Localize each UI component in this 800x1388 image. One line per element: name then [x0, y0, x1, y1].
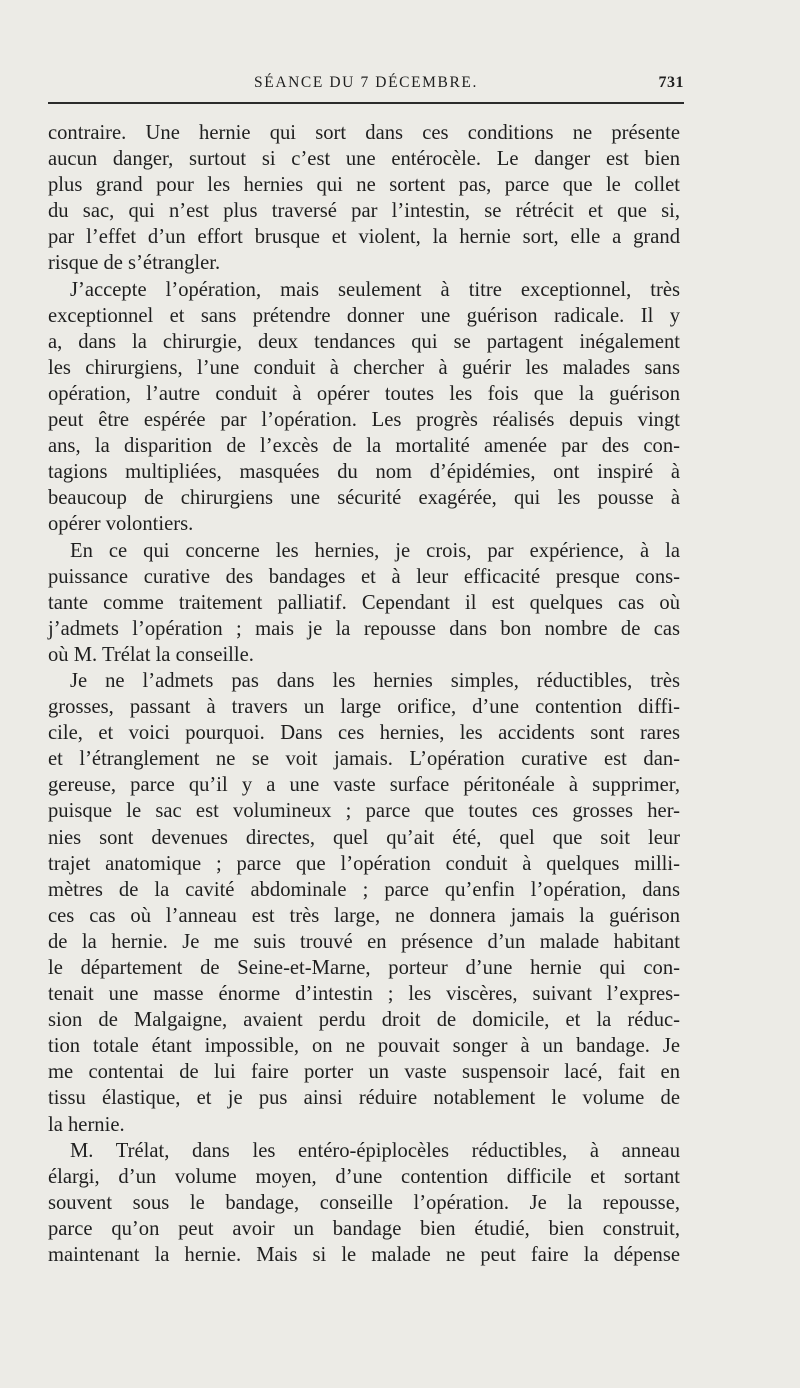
text-line: risque de s’étrangler.: [48, 252, 221, 275]
text-line: parce qu’on peut avoir un bandage bien étudié, bien construit,: [48, 1217, 680, 1240]
body-text: [48, 120, 680, 1268]
text-line: gereuse, parce qu’il y a une vaste surface péritonéale à supprimer,: [48, 774, 680, 797]
text-line: a, dans la chirurgie, deux tendances qui se partagent inégalement: [48, 330, 680, 353]
text-line: tagions multipliées, masquées du nom d’épidémies, ont inspiré à: [48, 461, 680, 484]
text-line: souvent sous le bandage, conseille l’opération. Je la repousse,: [48, 1191, 680, 1214]
text-line: cile, et voici pourquoi. Dans ces hernies, les accidents sont rares: [48, 722, 680, 745]
text-line: opération, l’autre conduit à opérer toutes les fois que la guérison: [48, 382, 680, 405]
text-line: J’accepte l’opération, mais seulement à titre exceptionnel, très: [70, 278, 680, 301]
text-line: M. Trélat, dans les entéro-épiplocèles réductibles, à anneau: [70, 1139, 680, 1162]
text-line: aucun danger, surtout si c’est une entérocèle. Le danger est bien: [48, 148, 680, 171]
text-line: ans, la disparition de l’excès de la mortalité amenée par des con-: [48, 435, 680, 458]
text-line: les chirurgiens, l’une conduit à chercher à guérir les malades sans: [48, 356, 680, 379]
text-line: puisque le sac est volumineux ; parce que toutes ces grosses her-: [48, 800, 680, 823]
text-line: contraire. Une hernie qui sort dans ces conditions ne présente: [48, 122, 680, 144]
running-head: [48, 74, 684, 100]
text-line: j’admets l’opération ; mais je la repousse dans bon nombre de cas: [48, 617, 680, 640]
running-title: SÉANCE DU 7 DÉCEMBRE.: [254, 74, 478, 91]
text-line: par l’effet d’un effort brusque et violent, la hernie sort, elle a grand: [48, 226, 680, 249]
page-number: 731: [658, 74, 684, 91]
text-line: plus grand pour les hernies qui ne sortent pas, parce que le collet: [48, 174, 680, 197]
text-line: exceptionnel et sans prétendre donner une guérison radicale. Il y: [48, 304, 680, 327]
text-line: tante comme traitement palliatif. Cependant il est quelques cas où: [48, 591, 680, 614]
text-line: trajet anatomique ; parce que l’opération conduit à quelques milli-: [48, 852, 680, 875]
header-rule: [48, 102, 684, 104]
text-line: peut être espérée par l’opération. Les progrès réalisés depuis vingt: [48, 409, 680, 432]
text-line: puissance curative des bandages et à leur efficacité presque cons-: [48, 565, 680, 588]
text-line: maintenant la hernie. Mais si le malade ne peut faire la dépense: [48, 1244, 680, 1267]
text-line: opérer volontiers.: [48, 513, 194, 536]
text-line: et l’étranglement ne se voit jamais. L’opération curative est dan-: [48, 748, 680, 771]
text-line: me contentai de lui faire porter un vaste suspensoir lacé, fait en: [48, 1061, 680, 1084]
text-line: nies sont devenues directes, quel qu’ait été, quel que soit leur: [48, 826, 680, 849]
text-line: ces cas où l’anneau est très large, ne donnera jamais la guérison: [48, 904, 680, 927]
text-line: du sac, qui n’est plus traversé par l’intestin, se rétrécit et que si,: [48, 200, 680, 223]
text-line: le département de Seine-et-Marne, porteur d’une hernie qui con-: [48, 957, 680, 979]
text-line: la hernie.: [48, 1113, 125, 1136]
text-line: où M. Trélat la conseille.: [48, 643, 254, 666]
text-line: beaucoup de chirurgiens une sécurité exagérée, qui les pousse à: [48, 487, 680, 510]
text-line: En ce qui concerne les hernies, je crois, par expérience, à la: [70, 539, 680, 562]
text-line: de la hernie. Je me suis trouvé en présence d’un malade habitant: [48, 930, 680, 953]
text-line: Je ne l’admets pas dans les hernies simples, réductibles, très: [70, 669, 680, 692]
text-line: élargi, d’un volume moyen, d’une contention difficile et sortant: [48, 1165, 680, 1188]
text-line: tenait une masse énorme d’intestin ; les viscères, suivant l’expres-: [48, 983, 680, 1006]
text-line: sion de Malgaigne, avaient perdu droit de domicile, et la réduc-: [48, 1009, 680, 1032]
text-line: mètres de la cavité abdominale ; parce qu’enfin l’opération, dans: [48, 878, 680, 901]
text-line: grosses, passant à travers un large orifice, d’une contention diffi-: [48, 696, 680, 719]
text-line: tion totale étant impossible, on ne pouvait songer à un bandage. Je: [48, 1035, 680, 1058]
text-line: tissu élastique, et je pus ainsi réduire notablement le volume de: [48, 1087, 680, 1110]
